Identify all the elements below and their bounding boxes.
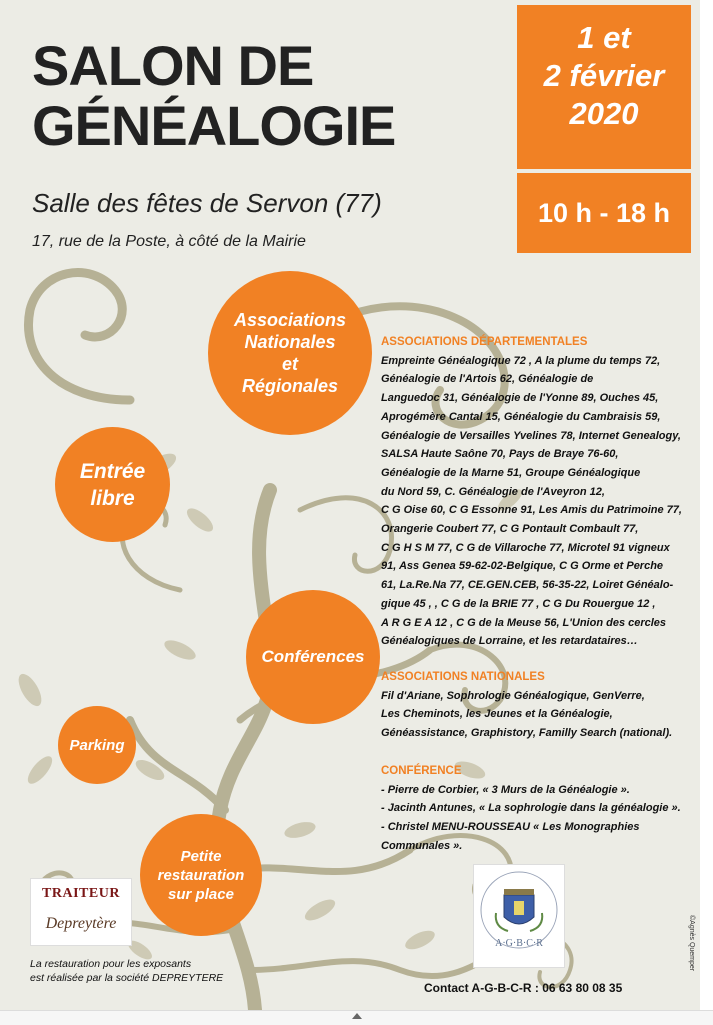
association-line: Empreinte Généalogique 72 , A la plume du temps 72, (381, 354, 661, 367)
scroll-up-icon[interactable] (352, 1013, 362, 1019)
association-line: Généalogiques de Lorraine, et les retardataires… (381, 635, 638, 648)
section-heading: CONFÉRENCE (381, 765, 462, 777)
page-margin (700, 0, 713, 1010)
section-heading: ASSOCIATIONS NATIONALES (381, 671, 545, 683)
association-line: Généalogie de l'Artois 62, Généalogie de (381, 373, 594, 386)
venue-address: 17, rue de la Poste, à côté de la Mairie (32, 233, 306, 250)
traiteur-logo-title: TRAITEUR (42, 886, 120, 901)
restauration-note (30, 957, 223, 985)
circle-associations (208, 271, 372, 435)
association-line: Languedoc 31, Généalogie de l'Yonne 89, Ouches 45, (381, 392, 659, 405)
traiteur-logo-name: Depreytère (45, 915, 117, 932)
restauration-note-line: est réalisée par la société DEPREYTERE (30, 972, 224, 984)
circle-entree-line: libre (90, 486, 135, 510)
contact-line: Contact A-G-B-C-R : 06 63 80 08 35 (424, 981, 623, 995)
circle-parking-label: Parking (69, 736, 125, 754)
circle-associations-line: Régionales (241, 376, 338, 396)
association-line: Généalogie de Versailles Yvelines 78, Internet Genealogy, (381, 429, 681, 442)
circle-restauration-line: sur place (168, 885, 234, 903)
date-line-2: 2 février (543, 58, 665, 93)
venue-subtitle: Salle des fêtes de Servon (77) (32, 188, 382, 218)
agbcr-logo-label: A·G·B·C·R (495, 938, 543, 949)
title-line-2: GÉNÉALOGIE (32, 94, 396, 157)
agbcr-logo (473, 864, 565, 968)
association-line: SALSA Haute Saône 70, Pays de Braye 76-60, (381, 448, 619, 461)
national-associations-section (381, 668, 696, 743)
association-line: 91, Ass Genea 59-62-02-Belgique, C G Orme et Perche (381, 560, 664, 573)
poster-title (32, 36, 395, 156)
coat-of-arms-icon (474, 865, 564, 967)
circle-restauration-line: restauration (157, 866, 245, 884)
departmental-associations-section (381, 333, 696, 651)
association-line: 61, La.Re.Na 77, CE.GEN.CEB, 56-35-22, Loiret Généalo- (381, 579, 674, 592)
circle-parking (58, 706, 136, 784)
circle-entree-line: Entrée (79, 459, 146, 483)
date-line-1: 1 et (577, 20, 631, 55)
circle-associations-line: et (281, 354, 298, 374)
association-line: du Nord 59, C. Généalogie de l'Aveyron 12, (381, 485, 605, 498)
association-line: Fil d'Ariane, Sophrologie Généalogique, GenVerre, (381, 689, 645, 702)
association-line: C G Oise 60, C G Essonne 91, Les Amis du Patrimoine 77, (381, 504, 682, 517)
conference-line: Communales ». (381, 839, 463, 852)
association-line: Généalogie de la Marne 51, Groupe Généalogique (381, 466, 641, 479)
circle-restauration (140, 814, 262, 936)
date-box (517, 5, 691, 169)
section-heading: ASSOCIATIONS DÉPARTEMENTALES (381, 336, 588, 348)
circle-conferences-label: Conférences (261, 647, 365, 666)
association-line: Généassistance, Graphistory, Familly Search (national). (381, 727, 673, 740)
association-line: Les Cheminots, les Jeunes et la Généalogie, (381, 708, 613, 721)
conference-line: - Pierre de Corbier, « 3 Murs de la Généalogie ». (381, 783, 630, 796)
hours-box: 10 h - 18 h (517, 173, 691, 253)
title-line-1: SALON DE (32, 34, 314, 97)
conference-line: - Christel MENU-ROUSSEAU « Les Monographies (381, 821, 640, 834)
conference-line: - Jacinth Antunes, « La sophrologie dans la généalogie ». (381, 802, 681, 815)
association-line: Aprogémère Cantal 15, Généalogie du Cambraisis 59, (381, 410, 661, 423)
restauration-note-line: La restauration pour les exposants (30, 958, 192, 970)
association-line: A R G E A 12 , C G de la Meuse 56, L'Union des cercles (381, 616, 667, 629)
circle-conferences (246, 590, 380, 724)
copyright-note (681, 915, 695, 939)
association-line: Orangerie Coubert 77, C G Pontault Combault 77, (381, 523, 639, 536)
circle-associations-line: Associations (233, 310, 347, 330)
association-line: C G H S M 77, C G de Villaroche 77, Microtel 91 vigneux (381, 541, 670, 554)
association-line: gique 45 , , C G de la BRIE 77 , C G Du Rouergue 12 , (381, 597, 656, 610)
traiteur-logo (30, 878, 132, 946)
conference-section (381, 762, 696, 856)
circle-associations-line: Nationales (244, 332, 336, 352)
circle-entree-libre (55, 427, 170, 542)
date-line-3: 2020 (569, 96, 639, 131)
circle-restauration-line: Petite (180, 847, 222, 865)
